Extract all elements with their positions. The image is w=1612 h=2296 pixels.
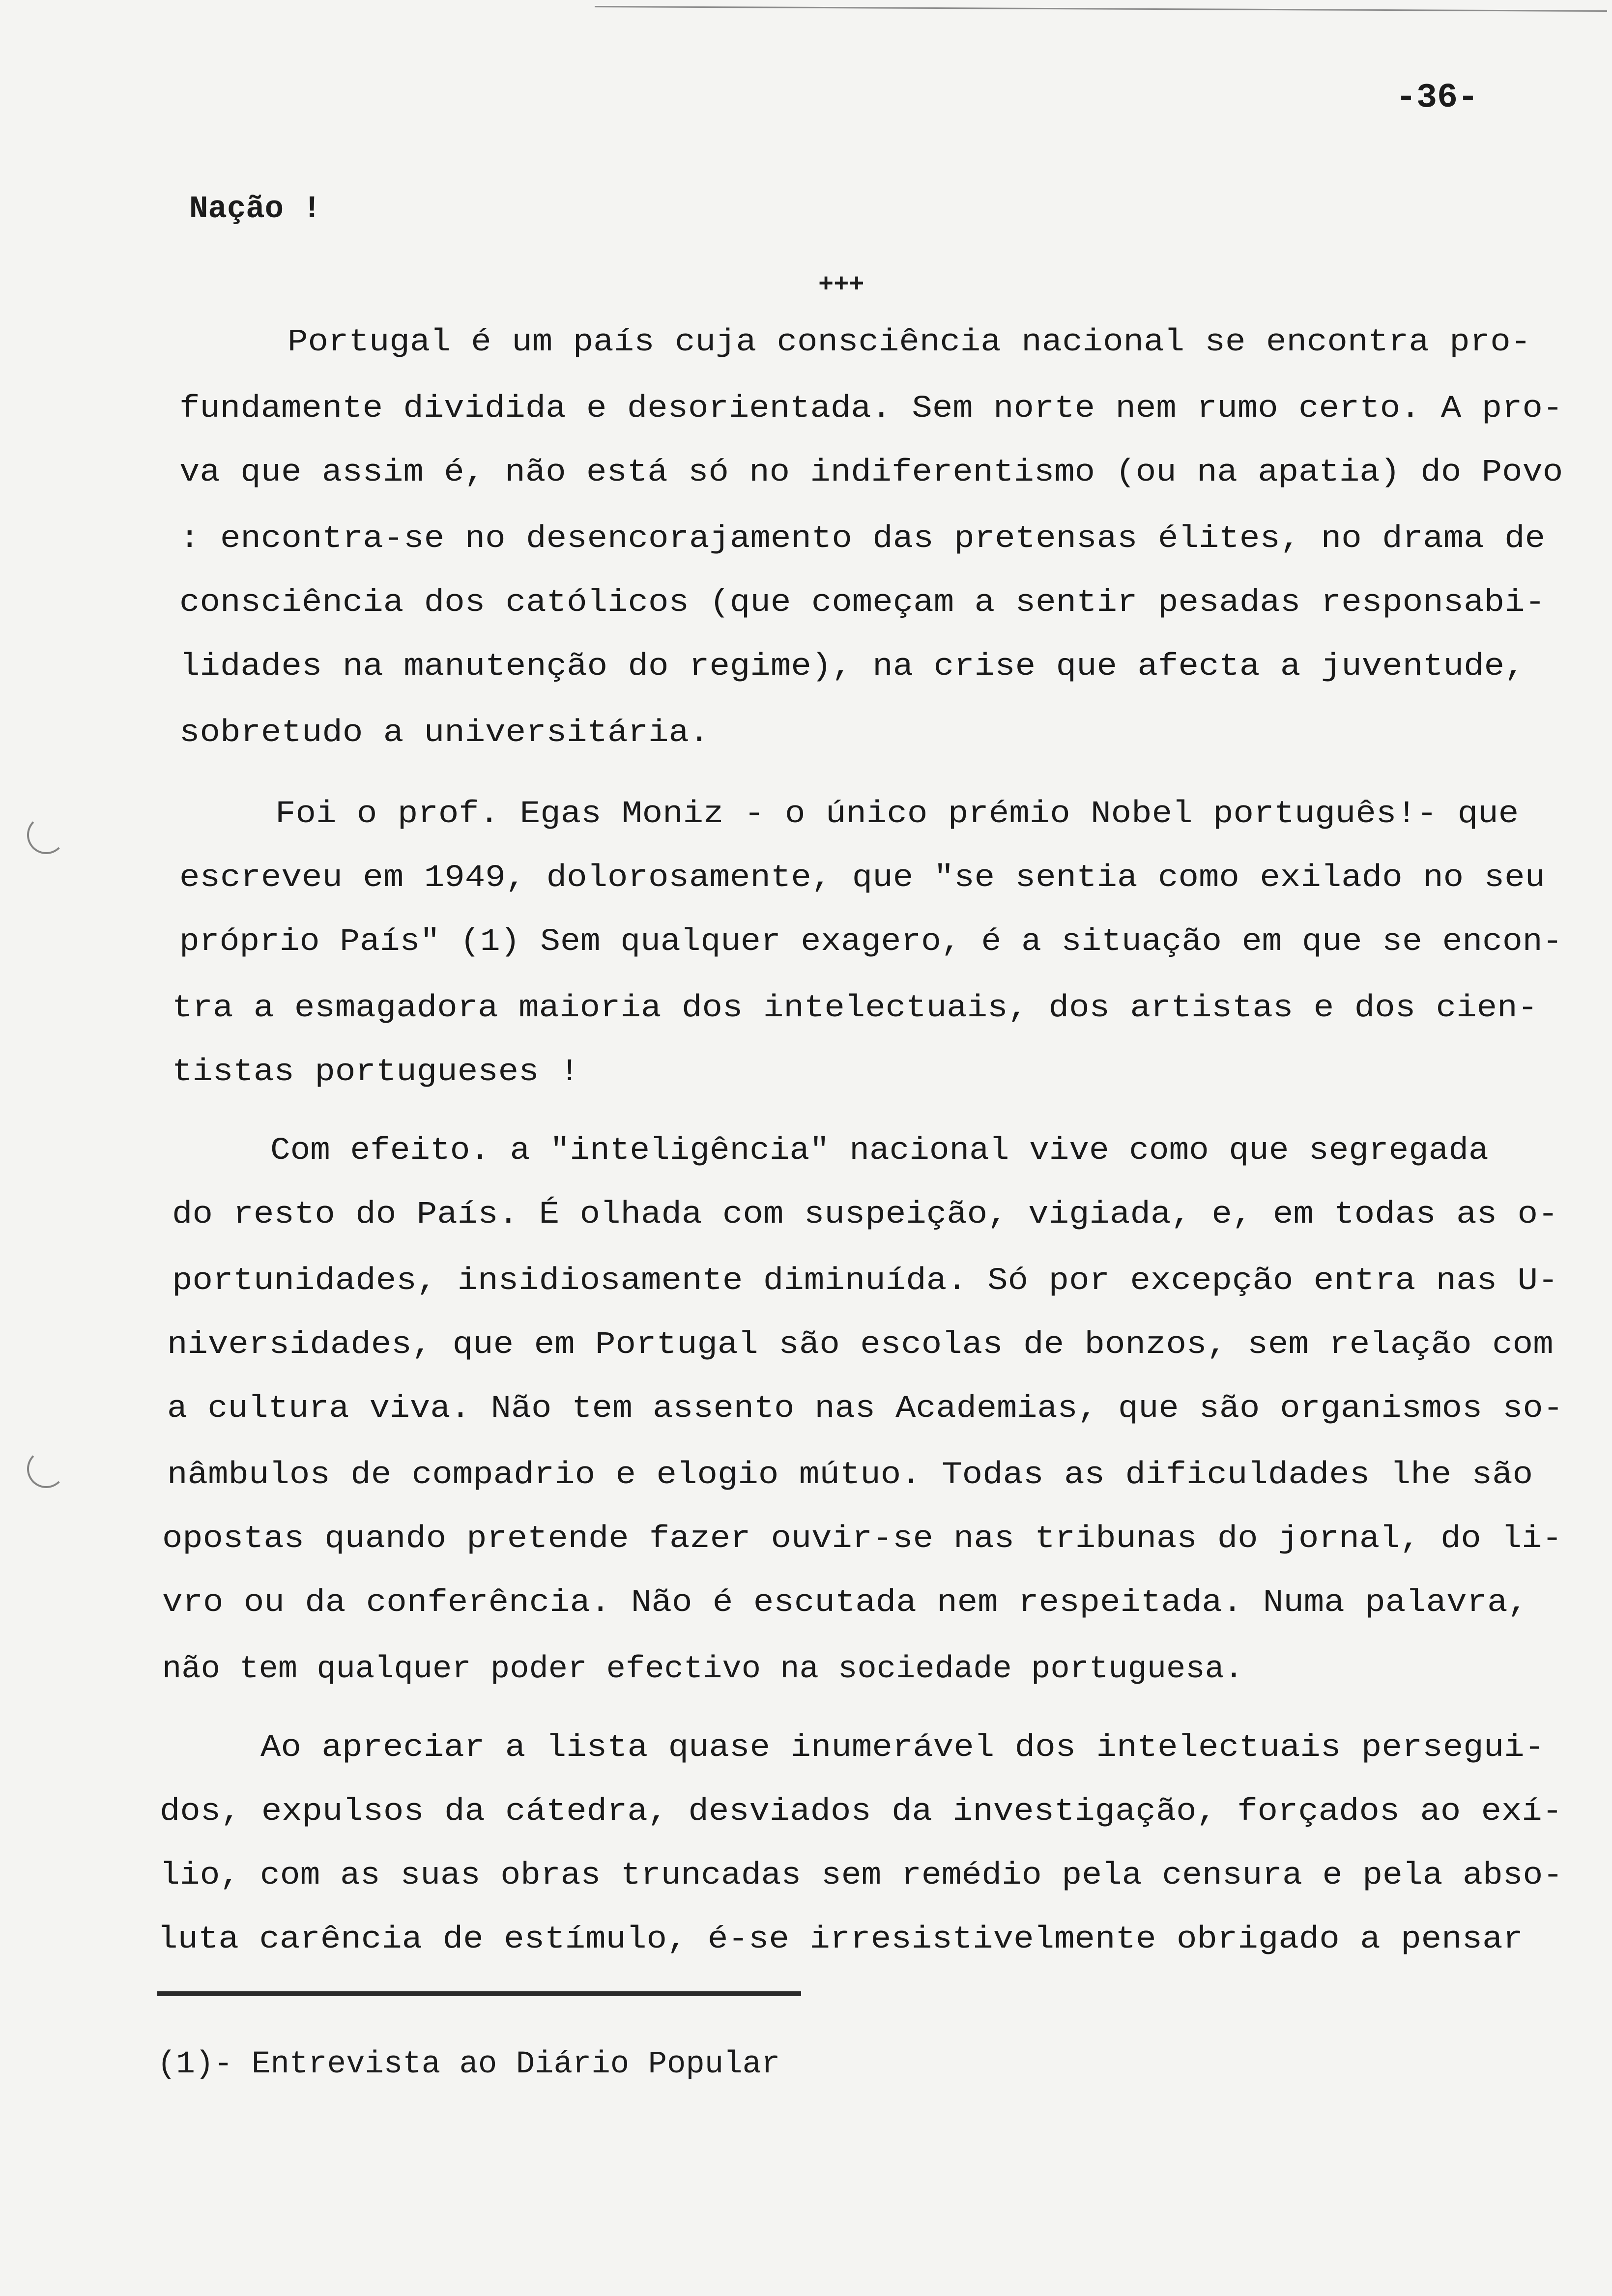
text-line: próprio País" (1) Sem qualquer exagero, é a situação em que se encon- (179, 924, 1563, 960)
text-line: sobretudo a universitária. (179, 716, 710, 751)
text-line: do resto do País. É olhada com suspeição, vigiada, e, em todas as o- (172, 1197, 1558, 1233)
text-line: portunidades, insidiosamente diminuída. Só por excepção entra nas U- (172, 1263, 1558, 1299)
text-line: escreveu em 1949, dolorosamente, que "se sentia como exilado no seu (179, 861, 1546, 896)
text-line: dos, expulsos da cátedra, desviados da investigação, forçados ao exí- (160, 1794, 1563, 1830)
text-line: vro ou da conferência. Não é escutada nem respeitada. Numa palavra, (162, 1585, 1528, 1621)
text-line: Com efeito. a "inteligência" nacional vive como que segregada (270, 1133, 1489, 1169)
top-edge-rule (595, 6, 1607, 12)
footnote-rule (157, 1991, 801, 1996)
text-line: opostas quando pretende fazer ouvir-se nas tribunas do jornal, do li- (162, 1521, 1562, 1557)
page-number: -36- (1396, 79, 1479, 117)
text-line: lidades na manutenção do regime), na crise que afecta a juventude, (179, 649, 1525, 685)
footnote: (1)- Entrevista ao Diário Popular (157, 2047, 780, 2082)
text-line: : encontra-se no desencorajamento das pretensas élites, no drama de (179, 521, 1546, 557)
text-line: Ao apreciar a lista quase inumerável dos intelectuais persegui- (260, 1730, 1545, 1766)
text-line: tra a esmagadora maioria dos intelectuais, dos artistas e dos cien- (172, 991, 1538, 1026)
text-line: niversidades, que em Portugal são escolas de bonzos, sem relação com (167, 1327, 1554, 1363)
text-line: luta carência de estímulo, é-se irresistivelmente obrigado a pensar (157, 1922, 1524, 1957)
text-line: a cultura viva. Não tem assento nas Academias, que são organismos so- (167, 1391, 1563, 1427)
heading-fragment: Nação ! (189, 192, 321, 227)
text-line: nâmbulos de compadrio e elogio mútuo. Todas as dificuldades lhe são (167, 1458, 1533, 1493)
text-line: Portugal é um país cuja consciência nacional se encontra pro- (288, 325, 1531, 360)
text-line: va que assim é, não está só no indiferentismo (ou na apatia) do Povo (179, 455, 1563, 490)
text-line: tistas portugueses ! (172, 1055, 580, 1090)
text-line: não tem qualquer poder efectivo na sociedade portuguesa. (162, 1652, 1244, 1687)
section-separator: +++ (818, 270, 864, 299)
text-line: Foi o prof. Egas Moniz - o único prémio Nobel português!- que (275, 797, 1519, 832)
text-line: consciência dos católicos (que começam a sentir pesadas responsabi- (179, 585, 1546, 621)
text-line: lio, com as suas obras truncadas sem remédio pela censura e pela abso- (160, 1858, 1563, 1894)
punch-hole-mark (27, 1450, 65, 1488)
punch-hole-mark (27, 816, 65, 854)
text-line: fundamente dividida e desorientada. Sem norte nem rumo certo. A pro- (179, 391, 1563, 427)
